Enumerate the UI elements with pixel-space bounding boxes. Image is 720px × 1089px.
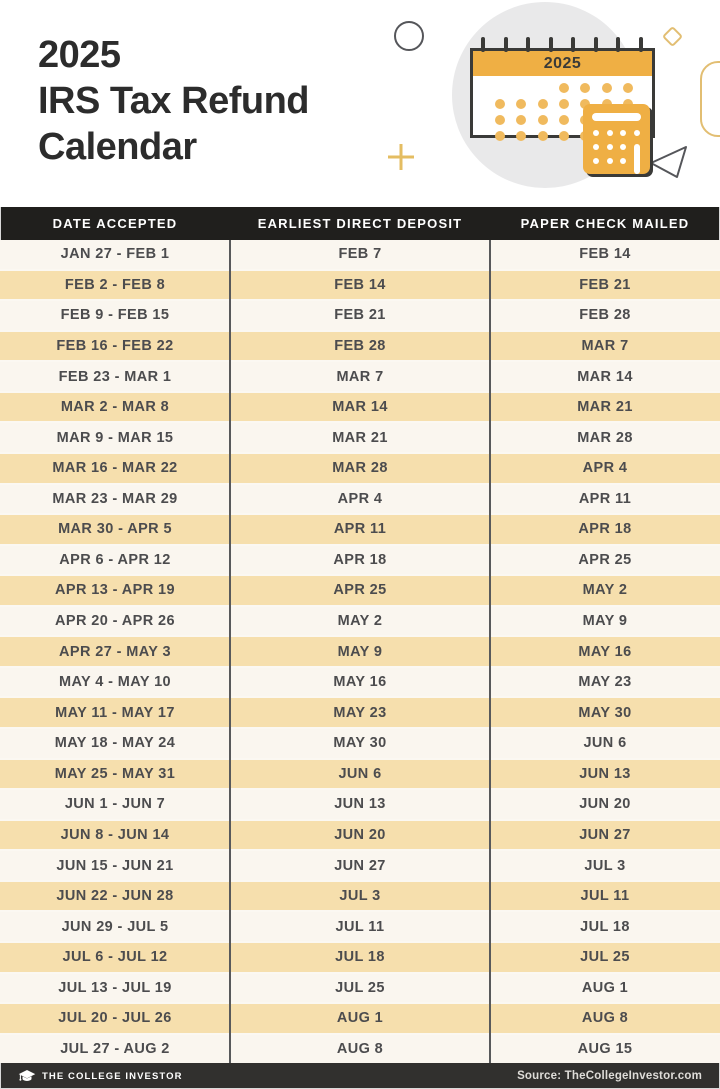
calendar-year-label: 2025 bbox=[543, 54, 582, 72]
calendar-day-dot bbox=[538, 131, 548, 141]
calendar-day-dot bbox=[559, 83, 569, 93]
cell-check-mailed: JUL 3 bbox=[584, 857, 626, 874]
cell-check-mailed: MAR 7 bbox=[581, 337, 629, 354]
cell-check-mailed: APR 4 bbox=[582, 460, 628, 477]
calendar-day-dot bbox=[602, 83, 612, 93]
calculator-button-dot bbox=[620, 130, 626, 136]
calendar-day-dot bbox=[495, 115, 505, 125]
cell-date-accepted: FEB 2 - FEB 8 bbox=[64, 276, 166, 293]
cell-direct-deposit: JUN 13 bbox=[334, 796, 386, 813]
cell-direct-deposit: JUL 3 bbox=[339, 888, 381, 905]
cell-direct-deposit: JUL 11 bbox=[335, 918, 385, 935]
brand-logo bbox=[18, 1069, 183, 1083]
binder-ring bbox=[594, 37, 598, 52]
table-row bbox=[0, 819, 720, 852]
calculator-button-dot bbox=[607, 158, 613, 164]
calculator-button-dot bbox=[607, 130, 613, 136]
table-row bbox=[0, 574, 720, 607]
cell-direct-deposit: FEB 7 bbox=[338, 246, 382, 263]
calendar-day-dot bbox=[495, 99, 505, 109]
cell-direct-deposit: FEB 21 bbox=[334, 307, 386, 324]
column-header-earliest-direct-deposit: EARLIEST DIRECT DEPOSIT bbox=[257, 216, 463, 231]
cell-check-mailed: JUN 20 bbox=[579, 796, 631, 813]
calculator-button-dot bbox=[593, 158, 599, 164]
cell-direct-deposit: MAY 9 bbox=[337, 643, 383, 660]
title-line-1: 2025 bbox=[38, 34, 121, 76]
cell-date-accepted: APR 20 - APR 26 bbox=[55, 613, 175, 630]
cell-check-mailed: JUN 13 bbox=[579, 765, 631, 782]
calculator-button-dot bbox=[620, 158, 626, 164]
graduation-cap-icon bbox=[18, 1069, 36, 1083]
table-row bbox=[0, 330, 720, 363]
cell-check-mailed: MAY 30 bbox=[578, 704, 632, 721]
cell-check-mailed: MAY 16 bbox=[578, 643, 632, 660]
cell-direct-deposit: MAY 30 bbox=[333, 735, 387, 752]
cell-date-accepted: JUN 8 - JUN 14 bbox=[60, 826, 170, 843]
calendar-day-dot bbox=[538, 99, 548, 109]
cell-direct-deposit: MAY 23 bbox=[333, 704, 387, 721]
cell-date-accepted: FEB 23 - MAR 1 bbox=[58, 368, 172, 385]
table-row bbox=[0, 635, 720, 668]
calculator-button-dot bbox=[634, 130, 640, 136]
cell-date-accepted: MAR 2 - MAR 8 bbox=[60, 399, 170, 416]
table-row bbox=[0, 240, 720, 269]
table-row bbox=[0, 452, 720, 485]
cell-date-accepted: JUN 15 - JUN 21 bbox=[56, 857, 174, 874]
cell-check-mailed: MAY 2 bbox=[582, 582, 628, 599]
calendar-day-dot bbox=[623, 83, 633, 93]
cell-direct-deposit: MAR 28 bbox=[332, 460, 388, 477]
cell-date-accepted: MAR 30 - APR 5 bbox=[58, 521, 172, 538]
cell-check-mailed: MAY 9 bbox=[582, 613, 628, 630]
table-row bbox=[0, 696, 720, 729]
calculator-button-dot bbox=[593, 144, 599, 150]
calendar-day-dot bbox=[516, 115, 526, 125]
cell-date-accepted: JUL 27 - AUG 2 bbox=[60, 1040, 170, 1057]
binder-ring bbox=[526, 37, 530, 52]
cell-check-mailed: APR 11 bbox=[578, 490, 632, 507]
cell-direct-deposit: FEB 28 bbox=[334, 337, 386, 354]
table-row bbox=[0, 851, 720, 880]
table-row bbox=[0, 423, 720, 452]
cell-direct-deposit: APR 4 bbox=[337, 490, 383, 507]
cell-date-accepted: JAN 27 - FEB 1 bbox=[60, 246, 170, 263]
cell-check-mailed: MAY 23 bbox=[578, 674, 632, 691]
table-row bbox=[0, 912, 720, 941]
cell-date-accepted: JUN 29 - JUL 5 bbox=[61, 918, 169, 935]
calculator-button-dot bbox=[620, 144, 626, 150]
table-row bbox=[0, 269, 720, 302]
table-row bbox=[0, 941, 720, 974]
cell-date-accepted: MAR 23 - MAR 29 bbox=[52, 490, 178, 507]
cell-date-accepted: FEB 9 - FEB 15 bbox=[60, 307, 170, 324]
table-row bbox=[0, 974, 720, 1003]
title-line-3: Calendar bbox=[38, 126, 197, 168]
table-row bbox=[0, 362, 720, 391]
source-credit: Source: TheCollegeInvestor.com bbox=[517, 1070, 702, 1082]
cell-direct-deposit: AUG 8 bbox=[336, 1040, 384, 1057]
header bbox=[0, 0, 720, 207]
cell-direct-deposit: JUN 27 bbox=[334, 857, 386, 874]
calendar-day-dot bbox=[538, 115, 548, 125]
binder-ring bbox=[549, 37, 553, 52]
cell-direct-deposit: JUL 25 bbox=[335, 979, 385, 996]
cell-check-mailed: JUN 27 bbox=[579, 826, 631, 843]
calendar-day-dot bbox=[559, 115, 569, 125]
cell-date-accepted: JUN 22 - JUN 28 bbox=[56, 888, 174, 905]
cell-check-mailed: AUG 15 bbox=[577, 1040, 633, 1057]
calendar-day-dot bbox=[580, 83, 590, 93]
cell-check-mailed: FEB 28 bbox=[579, 307, 631, 324]
cell-date-accepted: MAY 11 - MAY 17 bbox=[55, 704, 175, 721]
table-row bbox=[0, 513, 720, 546]
plus-icon bbox=[388, 144, 414, 170]
cell-check-mailed: MAR 28 bbox=[577, 429, 633, 446]
cell-date-accepted: APR 27 - MAY 3 bbox=[59, 643, 171, 660]
cell-direct-deposit: APR 25 bbox=[333, 582, 387, 599]
calculator-button-dot bbox=[607, 144, 613, 150]
cell-direct-deposit: MAR 14 bbox=[332, 399, 388, 416]
cell-direct-deposit: MAR 21 bbox=[332, 429, 388, 446]
cell-date-accepted: JUL 13 - JUL 19 bbox=[58, 979, 172, 996]
binder-ring bbox=[616, 37, 620, 52]
cell-check-mailed: MAR 21 bbox=[577, 399, 633, 416]
cell-direct-deposit: JUN 6 bbox=[338, 765, 382, 782]
table-row bbox=[0, 758, 720, 791]
calculator-display bbox=[592, 113, 641, 121]
cell-check-mailed: JUL 25 bbox=[580, 949, 630, 966]
cell-date-accepted: MAY 18 - MAY 24 bbox=[54, 735, 176, 752]
cell-check-mailed: JUL 11 bbox=[580, 888, 630, 905]
table-row bbox=[0, 880, 720, 913]
cell-date-accepted: FEB 16 - FEB 22 bbox=[56, 337, 174, 354]
cell-direct-deposit: JUL 18 bbox=[335, 949, 385, 966]
cell-date-accepted: APR 6 - APR 12 bbox=[59, 551, 171, 568]
table-row bbox=[0, 790, 720, 819]
cell-check-mailed: JUL 18 bbox=[580, 918, 630, 935]
table-header-row bbox=[0, 207, 720, 240]
cell-direct-deposit: FEB 14 bbox=[334, 276, 386, 293]
cell-check-mailed: AUG 8 bbox=[581, 1010, 629, 1027]
footer-bar bbox=[0, 1063, 720, 1089]
calendar-year-band bbox=[473, 51, 652, 76]
triangle-outline-icon bbox=[651, 147, 686, 177]
cell-check-mailed: JUN 6 bbox=[583, 735, 627, 752]
table-row bbox=[0, 391, 720, 424]
cell-check-mailed: FEB 21 bbox=[579, 276, 631, 293]
calendar-day-dot bbox=[559, 99, 569, 109]
column-divider-1 bbox=[229, 240, 231, 1063]
cell-direct-deposit: MAY 2 bbox=[337, 613, 383, 630]
cell-date-accepted: JUL 20 - JUL 26 bbox=[58, 1010, 172, 1027]
brand-name: THE COLLEGE INVESTOR bbox=[42, 1070, 183, 1082]
circle-outline-icon bbox=[395, 22, 423, 50]
cell-check-mailed: AUG 1 bbox=[581, 979, 629, 996]
table-row bbox=[0, 668, 720, 697]
cell-check-mailed: MAR 14 bbox=[577, 368, 633, 385]
cell-date-accepted: JUN 1 - JUN 7 bbox=[64, 796, 166, 813]
cell-date-accepted: MAY 4 - MAY 10 bbox=[59, 674, 171, 691]
binder-ring bbox=[481, 37, 485, 52]
calculator-equals-bar bbox=[634, 144, 640, 174]
cell-direct-deposit: APR 18 bbox=[333, 551, 387, 568]
column-header-paper-check-mailed: PAPER CHECK MAILED bbox=[520, 216, 690, 231]
table-row bbox=[0, 607, 720, 636]
calendar-day-dot bbox=[516, 99, 526, 109]
title-line-2: IRS Tax Refund bbox=[38, 80, 309, 122]
calendar-day-dot bbox=[559, 131, 569, 141]
binder-ring bbox=[639, 37, 643, 52]
cell-direct-deposit: MAR 7 bbox=[336, 368, 384, 385]
cell-date-accepted: MAR 16 - MAR 22 bbox=[52, 460, 178, 477]
table-row bbox=[0, 546, 720, 575]
binder-ring bbox=[571, 37, 575, 52]
cell-direct-deposit: APR 11 bbox=[333, 521, 387, 538]
cell-date-accepted: JUL 6 - JUL 12 bbox=[62, 949, 168, 966]
rounded-rect-outline-icon bbox=[701, 62, 720, 136]
column-divider-2 bbox=[489, 240, 491, 1063]
header-illustration bbox=[0, 0, 720, 207]
table-row bbox=[0, 729, 720, 758]
diamond-outline-icon bbox=[663, 27, 681, 45]
cell-date-accepted: MAR 9 - MAR 15 bbox=[56, 429, 174, 446]
table-row bbox=[0, 1035, 720, 1064]
cell-direct-deposit: JUN 20 bbox=[334, 826, 386, 843]
calculator-button-dot bbox=[593, 130, 599, 136]
cell-date-accepted: MAY 25 - MAY 31 bbox=[54, 765, 176, 782]
cell-date-accepted: APR 13 - APR 19 bbox=[55, 582, 175, 599]
table-row bbox=[0, 301, 720, 330]
cell-check-mailed: APR 25 bbox=[578, 551, 632, 568]
cell-direct-deposit: MAY 16 bbox=[333, 674, 387, 691]
binder-ring bbox=[504, 37, 508, 52]
table-row bbox=[0, 1002, 720, 1035]
table-row bbox=[0, 485, 720, 514]
column-header-date-accepted: DATE ACCEPTED bbox=[52, 216, 178, 231]
calendar-day-dot bbox=[495, 131, 505, 141]
calculator-illustration bbox=[583, 104, 650, 174]
cell-check-mailed: APR 18 bbox=[578, 521, 632, 538]
cell-check-mailed: FEB 14 bbox=[579, 246, 631, 263]
table-body bbox=[0, 240, 720, 1063]
cell-direct-deposit: AUG 1 bbox=[336, 1010, 384, 1027]
